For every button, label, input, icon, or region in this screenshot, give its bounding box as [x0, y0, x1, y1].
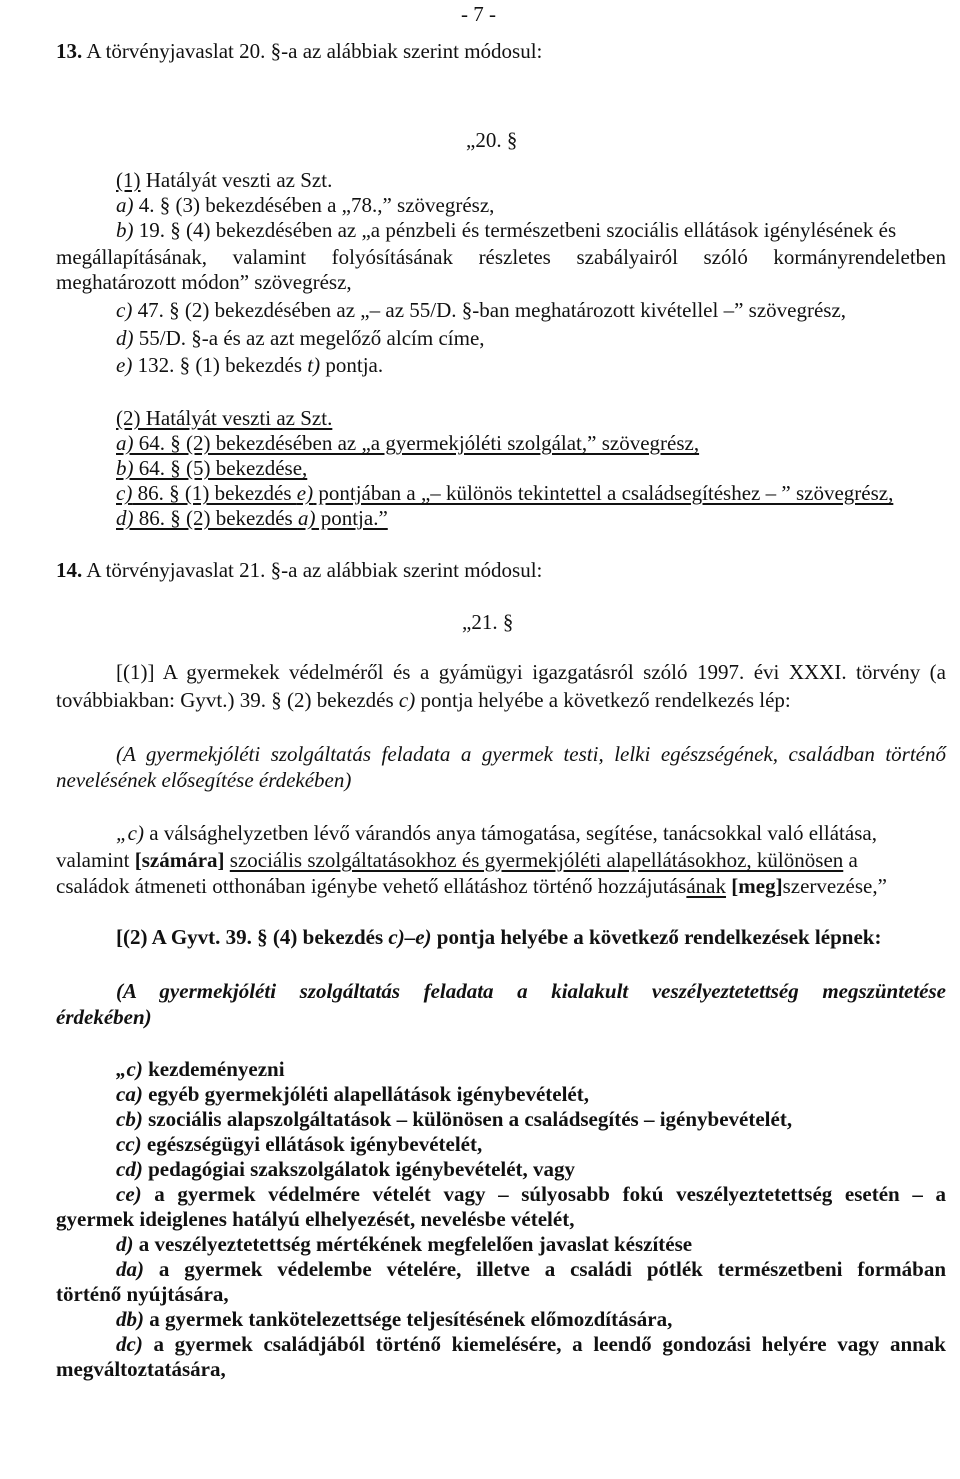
item-label: d): [116, 326, 134, 350]
inserted-text: szociális szolgáltatásokhoz és gyermekjóléti alapellátásokhoz, különösen: [229, 848, 844, 872]
list-item-ce-line-1: [116, 1184, 946, 1205]
item-label: db): [116, 1307, 144, 1331]
item-text-italic: a): [297, 506, 316, 530]
item-label: c): [116, 298, 133, 322]
item-b-line-1: [116, 220, 896, 241]
list-item-da-line-2: történő nyújtására,: [56, 1282, 229, 1306]
item-label: d): [116, 506, 134, 530]
item-e: [116, 355, 383, 376]
point-number: 13.: [56, 39, 83, 63]
item-label: a): [116, 193, 134, 217]
item-label: c): [116, 481, 133, 505]
list-item-cd: [116, 1159, 575, 1180]
line-text: [(2) A Gyvt. 39. § (4) bekezdés: [116, 925, 389, 949]
p2-item-d: [116, 508, 388, 529]
line-text: családok átmeneti otthonában igénybe vehető ellátáshoz történő hozzájutás: [56, 874, 687, 898]
list-item-ce-line-2: gyermek ideiglenes hatályú elhelyezését, nevelésbe vételét,: [56, 1207, 575, 1231]
item-text: 86. § (1) bekezdés: [132, 481, 297, 505]
list-item-dc-line-1: [116, 1334, 946, 1355]
item-b-line-3: meghatározott módon” szövegrész,: [56, 270, 352, 294]
list-item-da-line-1: [116, 1259, 946, 1280]
s14-p2-intro-line-1: (A gyermekjóléti szolgáltatás feladata a kialakult veszélyeztetettség megszüntetése: [116, 979, 946, 1003]
item-b-line-2: megállapításának, valamint folyósításának részletes szabályairól szóló kormányrendeletben: [56, 245, 946, 269]
item-label: a): [116, 431, 134, 455]
paragraph-1-heading: [116, 170, 332, 191]
item-label: e): [116, 353, 133, 377]
item-text: egyéb gyermekjóléti alapellátások igénybevételét,: [142, 1082, 589, 1106]
list-item-d: [116, 1234, 692, 1255]
s14-p2-intro-line-2: érdekében): [56, 1005, 152, 1029]
item-text: 47. § (2) bekezdésében az „– az 55/D. §-ban meghatározott kivétellel –” szövegrész,: [132, 298, 847, 322]
item-text: 132. § (1) bekezdés: [132, 353, 308, 377]
line-text: továbbiakban: Gyvt.) 39. § (2) bekezdés: [56, 688, 399, 712]
item-text: 86. § (2) bekezdés: [133, 506, 298, 530]
list-item-c: [116, 1059, 285, 1080]
point-number: 14.: [56, 558, 83, 582]
s14-p1-line-2: [56, 690, 791, 711]
paragraph-1-text: Hatályát veszti az Szt.: [140, 168, 333, 192]
item-text: a veszélyeztetettség mértékének megfelelően javaslat készítése: [133, 1232, 693, 1256]
p2-item-b: [116, 458, 307, 479]
item-text: szociális alapszolgáltatások – különösen a családsegítés – igénybevételét,: [142, 1107, 793, 1131]
item-text: a válsághelyzetben lévő várandós anya támogatása, segítése, tanácsokkal való ellátása,: [144, 821, 877, 845]
item-text: 19. § (4) bekezdésében az „a pénzbeli és természetbeni szociális ellátások igénylésének és: [133, 218, 897, 242]
item-text: pontjában a „– különös tekintettel a családsegítéshez – ” szövegrész,: [313, 481, 894, 505]
page-number: - 7 -: [461, 2, 496, 26]
item-label: cc): [116, 1132, 142, 1156]
item-label: b): [116, 456, 134, 480]
deleted-text: [számára]: [134, 848, 225, 872]
line-text-italic: c): [398, 688, 416, 712]
s14-p2-heading: [116, 927, 881, 948]
list-item-db: [116, 1309, 672, 1330]
line-text: pontja helyébe a következő rendelkezés lép:: [415, 688, 791, 712]
item-text: pedagógiai szakszolgálatok igénybevételét, vagy: [142, 1157, 576, 1181]
item-label: cb): [116, 1107, 143, 1131]
deleted-text: [meg]: [731, 874, 783, 898]
item-label: dc): [116, 1332, 143, 1356]
point-13-heading: [56, 41, 542, 62]
paragraph-1-number: (1): [116, 168, 141, 192]
p2-item-c: [116, 483, 893, 504]
item-text: a gyermek családjából történő kiemelésére, a leendő gondozási helyére vagy annak: [142, 1332, 946, 1356]
item-text: 55/D. §-a és az azt megelőző alcím címe,: [133, 326, 485, 350]
item-text: a gyermek védelmére vételét vagy – súlyosabb fokú veszélyeztetettség esetén – a: [141, 1182, 946, 1206]
item-text: pontja.”: [315, 506, 388, 530]
point-heading-text: A törvényjavaslat 20. §-a az alábbiak szerint módosul:: [86, 39, 543, 63]
line-text: valamint: [56, 848, 135, 872]
line-text: szervezése,”: [782, 874, 887, 898]
s14-c-line-2: [56, 850, 858, 871]
list-item-cc: [116, 1134, 482, 1155]
point-14-heading: [56, 560, 542, 581]
item-d: [116, 328, 485, 349]
section-20-mark: „20. §: [466, 128, 518, 152]
item-text: 64. § (5) bekezdése,: [133, 456, 308, 480]
item-text: 4. § (3) bekezdésében a „78.,” szövegrész,: [133, 193, 495, 217]
item-text: a gyermek védelembe vételére, illetve a családi pótlék természetbeni formában: [144, 1257, 946, 1281]
point-heading-text: A törvényjavaslat 21. §-a az alábbiak szerint módosul:: [86, 558, 543, 582]
item-label: ca): [116, 1082, 143, 1106]
item-text-italic: e): [296, 481, 314, 505]
item-label: b): [116, 218, 134, 242]
s14-intro-line-2: nevelésének elősegítése érdekében): [56, 768, 352, 792]
item-label: ce): [116, 1182, 142, 1206]
item-label: da): [116, 1257, 144, 1281]
p2-item-a: [116, 433, 699, 454]
item-text: kezdeményezni: [142, 1057, 285, 1081]
section-21-mark: „21. §: [462, 610, 514, 634]
item-text: 64. § (2) bekezdésében az „a gyermekjóléti szolgálat,” szövegrész,: [133, 431, 700, 455]
s14-c-line-3: [56, 876, 887, 897]
s14-c-line-1: [116, 823, 877, 844]
item-c: [116, 300, 846, 321]
item-label: cd): [116, 1157, 143, 1181]
item-label: „c): [116, 1057, 143, 1081]
item-text-italic: t): [307, 353, 321, 377]
item-label: d): [116, 1232, 134, 1256]
s14-intro-line-1: (A gyermekjóléti szolgáltatás feladata a gyermek testi, lelki egészségének, családban történő: [116, 742, 946, 766]
list-item-dc-line-2: megváltoztatására,: [56, 1357, 226, 1381]
s14-p1-line-1: [(1)] A gyermekek védelméről és a gyámügyi igazgatásról szóló 1997. évi XXXI. törvény (a: [116, 660, 946, 684]
list-item-cb: [116, 1109, 792, 1130]
line-text-italic: c)–e): [388, 925, 432, 949]
item-a: [116, 195, 494, 216]
inserted-text: ának: [686, 874, 727, 898]
line-text: pontja helyébe a következő rendelkezések lépnek:: [431, 925, 882, 949]
item-label: „c): [116, 821, 144, 845]
item-text: egészségügyi ellátások igénybevételét,: [141, 1132, 483, 1156]
line-text: a: [843, 848, 858, 872]
item-text: a gyermek tankötelezettsége teljesítésének előmozdítására,: [144, 1307, 673, 1331]
item-text: pontja.: [320, 353, 384, 377]
paragraph-2-heading: (2) Hatályát veszti az Szt.: [116, 406, 333, 430]
list-item-ca: [116, 1084, 589, 1105]
